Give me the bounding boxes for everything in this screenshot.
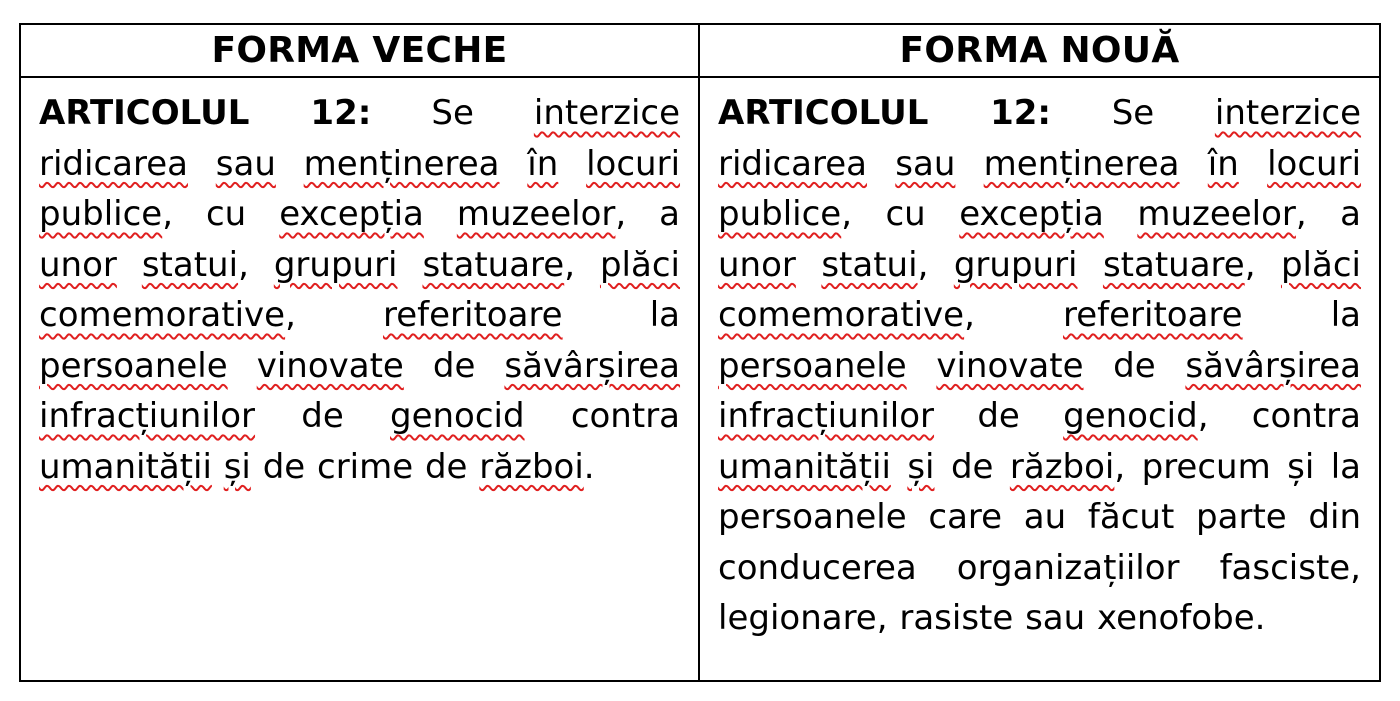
header-old-form: FORMA VECHE [21, 25, 700, 78]
comparison-table [19, 23, 1381, 682]
word: și [907, 446, 935, 487]
word: referitoare [1063, 295, 1243, 335]
word: comemorative [718, 295, 965, 335]
word: statui [821, 244, 918, 285]
word: plăci [1280, 244, 1361, 285]
word: interzice [533, 93, 681, 133]
word: grupuri [273, 244, 398, 285]
word: publice [718, 194, 842, 234]
word: de [977, 396, 1020, 436]
word: referitoare [383, 295, 563, 335]
word: excepția [279, 194, 424, 234]
word: genocid [390, 396, 525, 436]
new-article-label: ARTICOLUL 12: [718, 93, 1052, 133]
word: statuare [422, 244, 565, 285]
word: muzeelor [456, 194, 616, 234]
word: război [479, 446, 584, 487]
word: și [223, 446, 251, 487]
word: , [1244, 244, 1256, 285]
word: , cu [162, 194, 247, 234]
word: , cu [841, 194, 926, 234]
word: sau [215, 143, 276, 184]
word: umanității [718, 446, 891, 487]
word: umanității [39, 446, 212, 487]
old-article-text [21, 78, 700, 680]
word: infracțiunilor [39, 396, 256, 436]
word: contra [570, 396, 681, 436]
word: genocid [1063, 396, 1198, 436]
word: Se [1111, 93, 1155, 133]
word: publice [39, 194, 163, 234]
word: , [564, 244, 576, 285]
word: în [527, 143, 559, 184]
word: , precum și la persoanele care au făcut parte din conducerea organizațiilor fasciste, legionare, rasiste sau xenofobe. [718, 446, 1362, 638]
word: ridicarea [39, 143, 188, 184]
word: menținerea [303, 143, 500, 184]
word: statui [141, 244, 239, 285]
word: excepția [959, 194, 1104, 234]
header-new-form: FORMA NOUĂ [700, 25, 1379, 78]
word: , [238, 244, 249, 285]
word: la [1330, 295, 1361, 335]
word: . [583, 446, 595, 487]
word: de [432, 345, 476, 386]
word: Se [431, 93, 474, 133]
word: sau [895, 143, 956, 184]
word: locuri [586, 143, 681, 184]
word: , contra [1197, 396, 1361, 436]
word: interzice [1214, 93, 1362, 133]
word: de crime de [262, 446, 468, 487]
word: ridicarea [718, 143, 867, 184]
word: , [285, 295, 296, 335]
word: , [917, 244, 929, 285]
word: muzeelor [1137, 194, 1296, 234]
word: săvârșirea [504, 345, 681, 386]
word: plăci [599, 244, 680, 285]
word: la [649, 295, 680, 335]
word: în [1207, 143, 1239, 184]
word: vinovate [936, 345, 1084, 386]
word: persoanele [718, 345, 907, 386]
word: menținerea [983, 143, 1180, 184]
word: unor [39, 244, 117, 285]
new-article-text [700, 78, 1379, 680]
word: infracțiunilor [718, 396, 935, 436]
word: , a [1295, 194, 1362, 234]
word: persoanele [39, 345, 228, 386]
word: de [301, 396, 344, 436]
word: de [950, 446, 994, 487]
word: unor [718, 244, 796, 285]
word: statuare [1102, 244, 1245, 285]
word: comemorative [39, 295, 286, 335]
old-article-label: ARTICOLUL 12: [39, 93, 372, 133]
word: război [1009, 446, 1115, 487]
word: , a [615, 194, 681, 234]
word: săvârșirea [1185, 345, 1361, 386]
word: de [1113, 345, 1156, 386]
word: locuri [1267, 143, 1362, 184]
word: vinovate [256, 345, 404, 386]
word: grupuri [953, 244, 1078, 285]
word: , [964, 295, 975, 335]
